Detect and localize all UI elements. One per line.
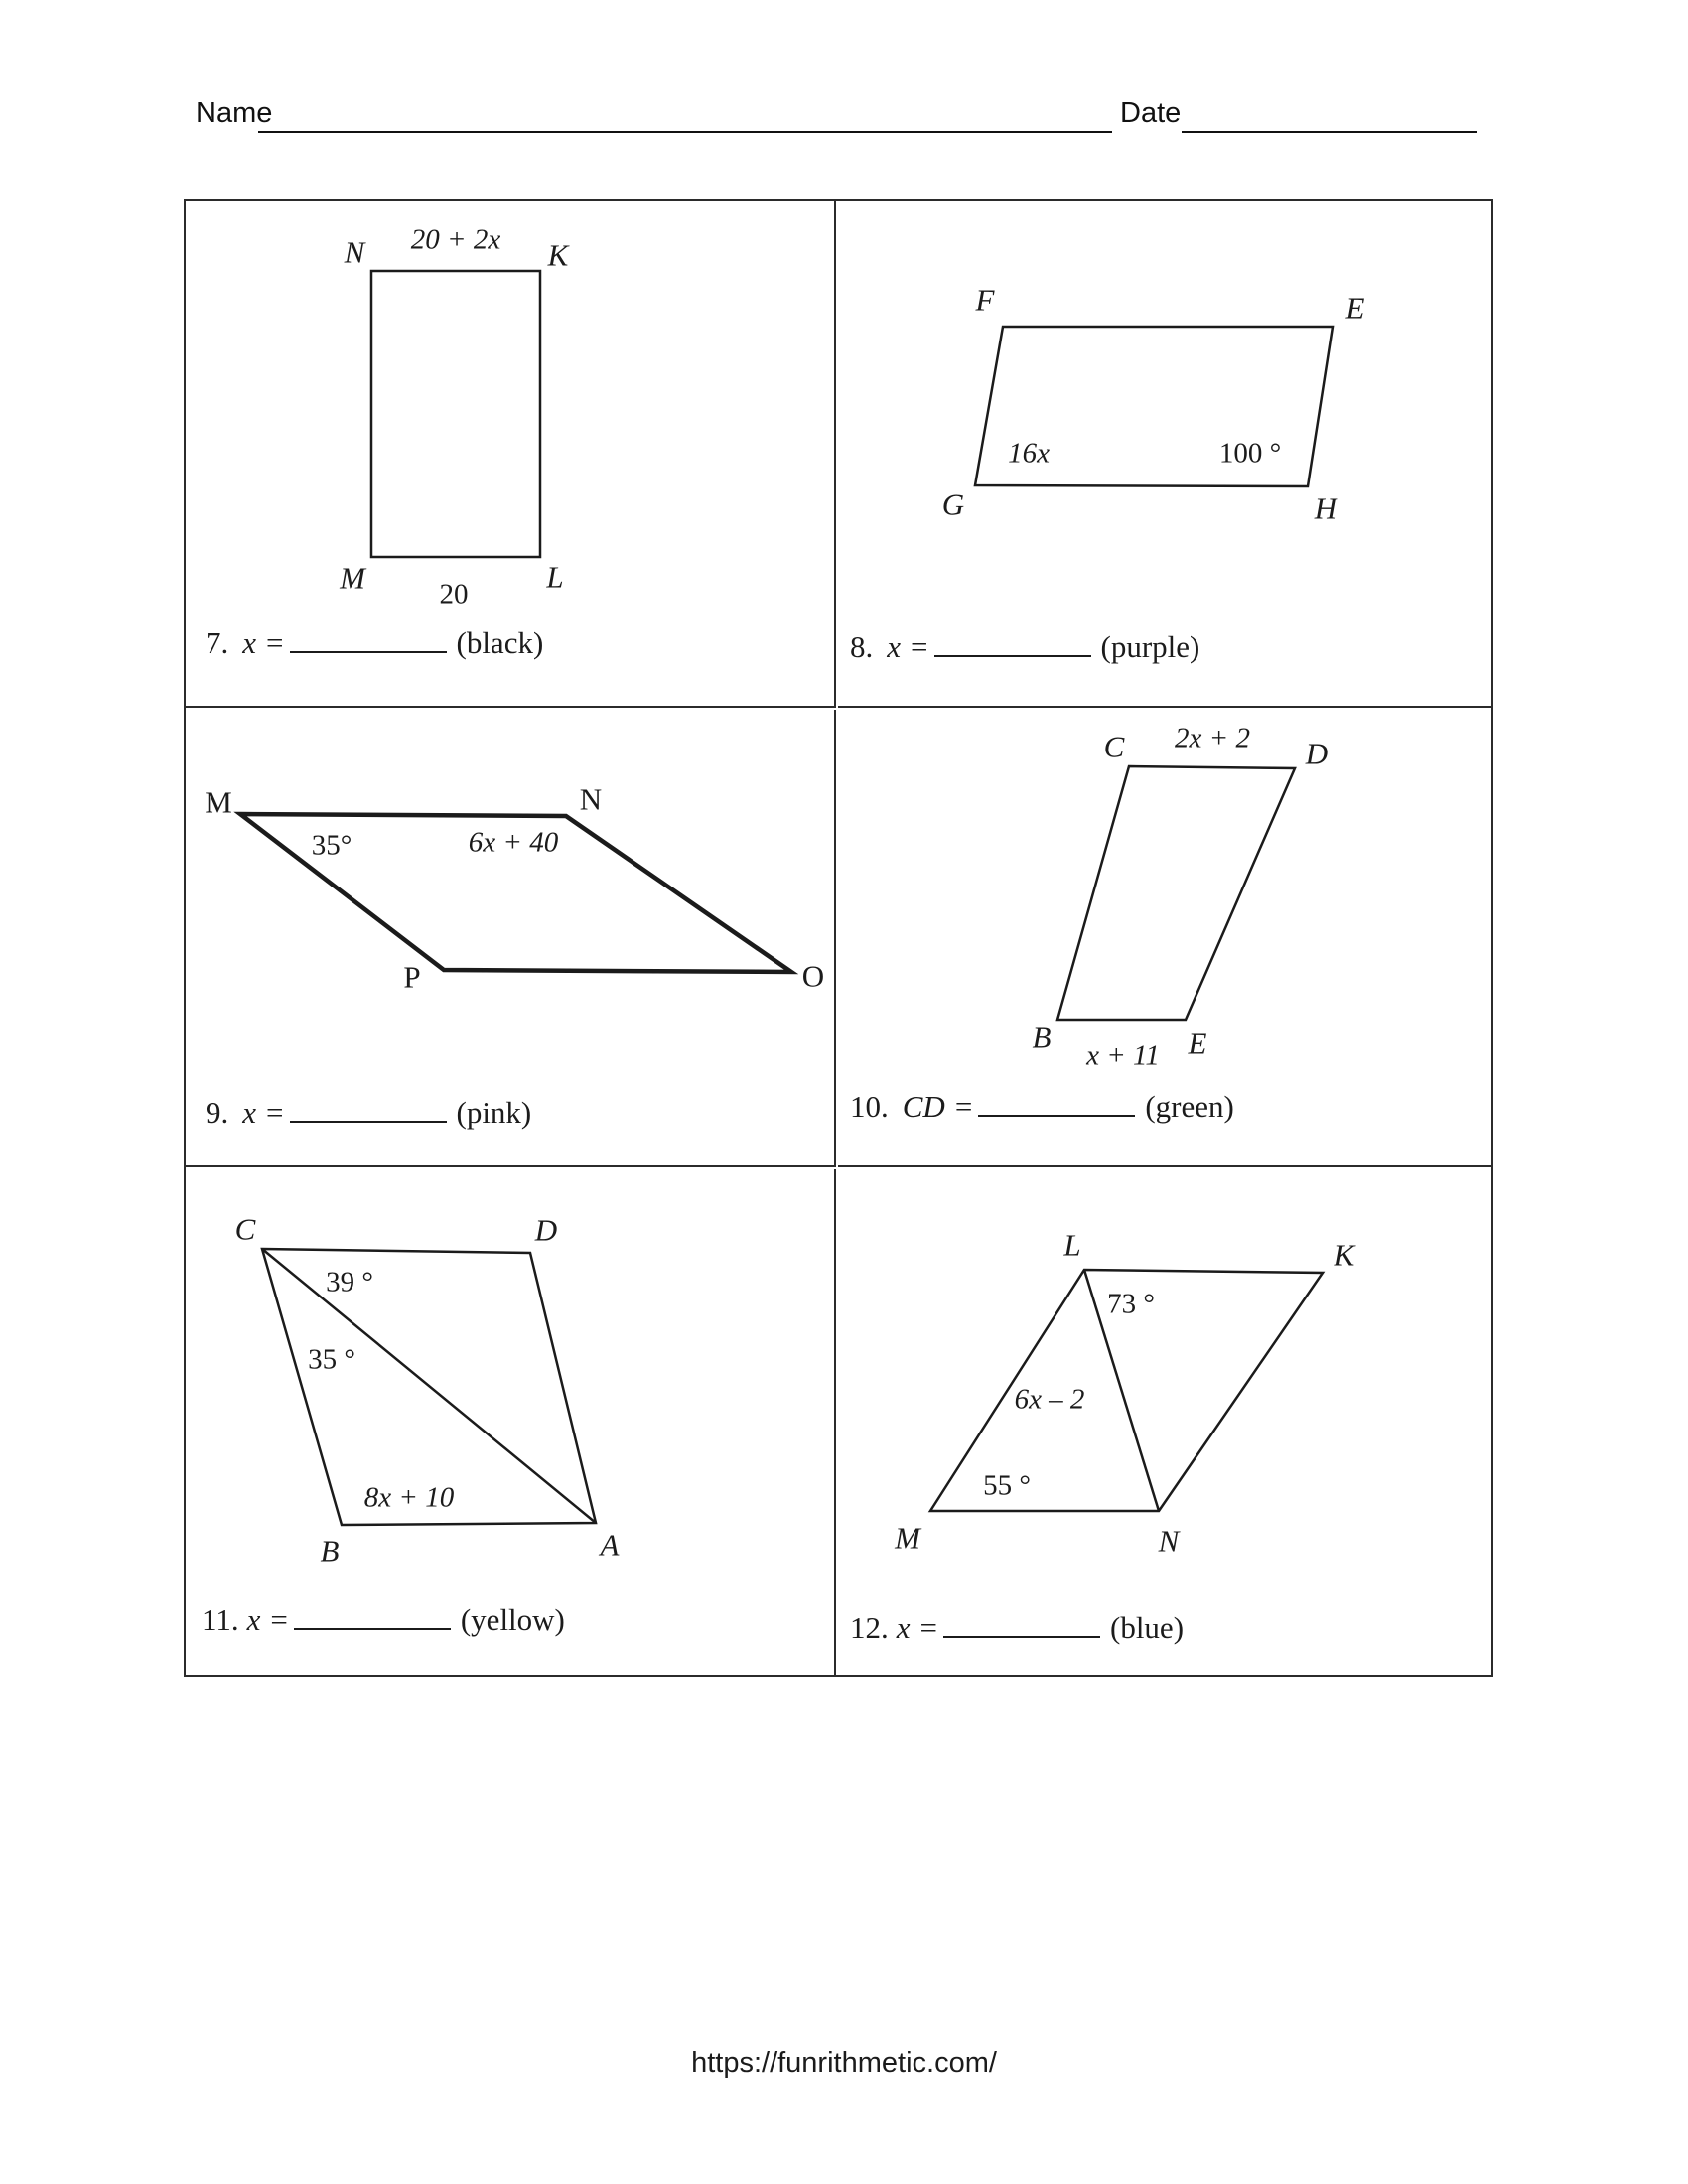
question-11-number: 11. <box>202 1602 239 1637</box>
figure-12 <box>838 1169 1491 1675</box>
vertex-label-B: B <box>320 1533 340 1569</box>
answer-blank-11 <box>294 1602 451 1630</box>
question-12-color: (blue) <box>1110 1610 1185 1645</box>
question-10-number: 10. <box>850 1089 889 1124</box>
question-9-number: 9. <box>206 1095 229 1130</box>
vertex-label-B: B <box>1032 1020 1052 1055</box>
answer-blank-7 <box>290 625 447 653</box>
question-7 <box>206 625 543 661</box>
question-10-color: (green) <box>1145 1089 1234 1124</box>
question-9-color: (pink) <box>456 1095 532 1130</box>
vertex-label-H: H <box>1314 490 1337 526</box>
angle-label-6x40: 6x + 40 <box>468 826 559 859</box>
vertex-label-L: L <box>1063 1227 1081 1263</box>
rectangle-NKLM <box>371 271 540 557</box>
cell-problem-11 <box>186 1169 836 1675</box>
vertex-label-M: M <box>340 560 365 596</box>
question-11-color: (yellow) <box>460 1602 565 1637</box>
question-7-variable: x <box>242 625 257 660</box>
cell-problem-10 <box>838 710 1491 1167</box>
angle-label-6x2: 6x – 2 <box>1014 1383 1085 1416</box>
cell-problem-8 <box>838 201 1491 708</box>
question-12-variable: x <box>896 1610 911 1645</box>
question-7-equals: = <box>266 625 284 660</box>
vertex-label-M: M <box>205 784 232 820</box>
vertex-label-C: C <box>234 1211 256 1247</box>
angle-label-55: 55 ° <box>983 1469 1031 1502</box>
answer-blank-10 <box>978 1089 1135 1117</box>
question-9 <box>206 1095 531 1131</box>
question-7-color: (black) <box>456 625 544 660</box>
question-10-variable: CD <box>902 1089 945 1124</box>
angle-label-100: 100 ° <box>1218 437 1282 470</box>
question-8-number: 8. <box>850 629 874 664</box>
question-12-number: 12. <box>850 1610 889 1645</box>
question-9-equals: = <box>266 1095 284 1130</box>
vertex-label-N: N <box>1158 1523 1180 1559</box>
question-8-equals: = <box>911 629 928 664</box>
question-12-equals: = <box>919 1610 937 1645</box>
date-blank-line <box>1182 95 1477 133</box>
question-8-color: (purple) <box>1100 629 1200 664</box>
vertex-label-C: C <box>1103 729 1125 764</box>
vertex-label-P: P <box>403 959 421 995</box>
question-10-equals: = <box>954 1089 973 1124</box>
side-label-bottom: 20 <box>439 578 469 611</box>
vertex-label-O: O <box>801 958 825 994</box>
footer <box>0 2047 1688 2080</box>
cell-problem-12 <box>838 1169 1491 1675</box>
vertex-label-N: N <box>579 781 603 817</box>
question-10 <box>850 1089 1234 1125</box>
question-9-variable: x <box>242 1095 257 1130</box>
vertex-label-E: E <box>1188 1025 1207 1061</box>
question-12 <box>850 1610 1184 1646</box>
worksheet-table <box>184 199 1493 1677</box>
vertex-label-F: F <box>975 282 995 318</box>
question-7-number: 7. <box>206 625 229 660</box>
vertex-label-K: K <box>547 237 569 273</box>
date-label: Date <box>1120 97 1182 129</box>
cell-problem-9 <box>186 710 836 1167</box>
vertex-label-K: K <box>1334 1237 1355 1273</box>
angle-label-35: 35° <box>311 829 352 862</box>
side-label-bottom: x + 11 <box>1086 1039 1160 1072</box>
vertex-label-E: E <box>1345 290 1365 326</box>
vertex-label-G: G <box>941 486 965 522</box>
footer-url-link[interactable]: https://funrithmetic.com/ <box>691 2047 997 2079</box>
angle-label-39: 39 ° <box>326 1266 373 1298</box>
angle-label-35: 35 ° <box>308 1343 355 1376</box>
side-label-top: 20 + 2x <box>410 223 501 256</box>
angle-label-8x10: 8x + 10 <box>363 1481 455 1514</box>
vertex-label-N: N <box>344 234 365 270</box>
name-blank-line <box>258 95 1112 133</box>
cell-problem-7 <box>186 201 836 708</box>
vertex-label-D: D <box>1305 736 1329 771</box>
vertex-label-L: L <box>546 559 564 595</box>
question-11-equals: = <box>270 1602 288 1637</box>
question-11-variable: x <box>246 1602 261 1637</box>
angle-label-73: 73 ° <box>1107 1288 1155 1320</box>
name-label: Name <box>196 97 273 129</box>
answer-blank-8 <box>934 629 1091 657</box>
parallelogram-CDEB <box>1057 766 1295 1020</box>
side-label-top: 2x + 2 <box>1175 722 1250 754</box>
question-8 <box>850 629 1199 665</box>
question-8-variable: x <box>887 629 902 664</box>
vertex-label-A: A <box>600 1527 620 1563</box>
figure-11 <box>186 1169 836 1675</box>
answer-blank-9 <box>290 1095 447 1123</box>
question-11 <box>202 1602 565 1638</box>
answer-blank-12 <box>943 1610 1100 1638</box>
angle-label-16x: 16x <box>1008 437 1050 470</box>
vertex-label-D: D <box>534 1212 558 1248</box>
vertex-label-M: M <box>895 1520 920 1556</box>
